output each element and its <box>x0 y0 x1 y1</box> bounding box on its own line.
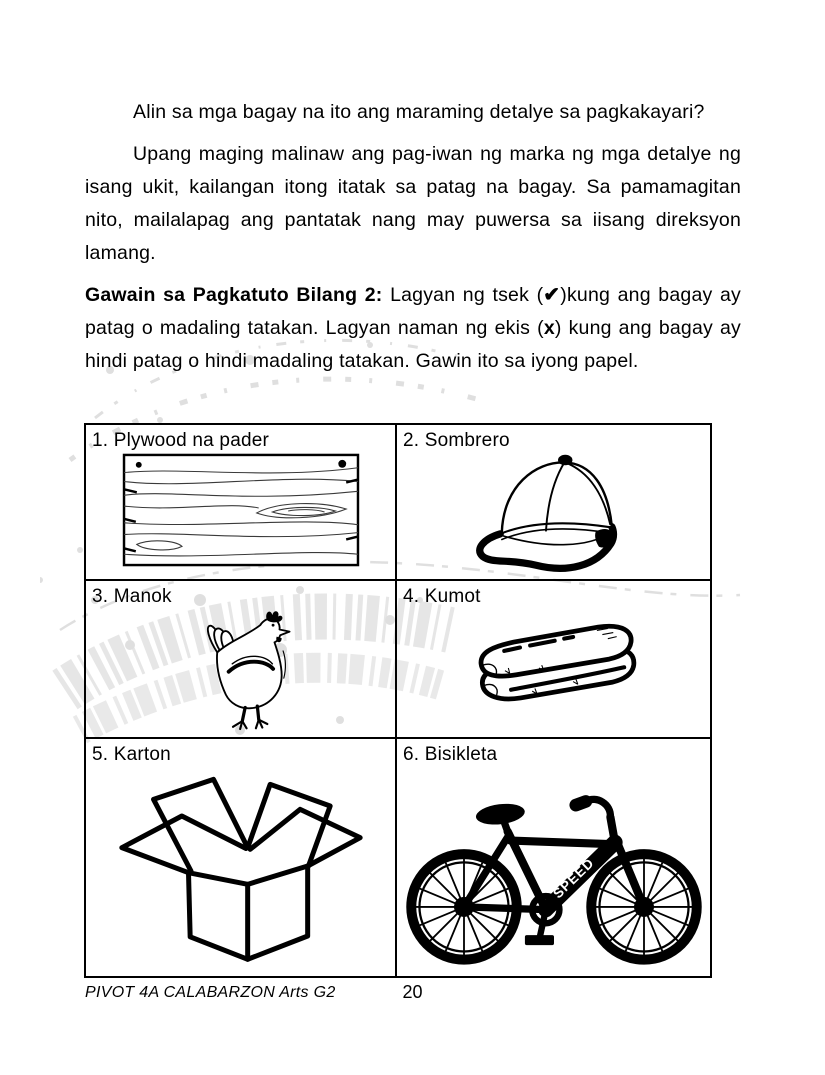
bicycle-illustration <box>403 766 705 966</box>
item-label: 2. Sombrero <box>403 430 510 451</box>
item-label: 3. Manok <box>92 586 172 607</box>
item-label: 5. Karton <box>92 744 171 765</box>
item-label: 6. Bisikleta <box>403 744 498 765</box>
table-row <box>85 580 711 738</box>
item-label: 4. Kumot <box>403 586 481 607</box>
cell-kumot <box>396 580 711 738</box>
activity-text-1: Lagyan ng tsek ( <box>382 284 544 306</box>
cell-karton <box>85 738 396 977</box>
cell-manok <box>85 580 396 738</box>
table-row <box>85 738 711 977</box>
cell-plywood <box>85 424 396 580</box>
text-block <box>85 96 741 378</box>
ekis-symbol: x <box>543 317 555 339</box>
plywood-plank-illustration <box>119 452 363 568</box>
check-mark-symbol: ✔ <box>543 284 561 306</box>
chicken-illustration <box>138 608 343 734</box>
activity-instructions <box>85 279 741 378</box>
activity-text-3: ) kung ang bagay ay hindi patag o hindi madaling tatakan. Gawin ito sa iyong papel. <box>85 317 741 372</box>
cell-sombrero <box>396 424 711 580</box>
worksheet-table <box>84 423 712 978</box>
cell-bisikleta <box>396 738 711 977</box>
activity-text-2: )kung ang bagay ay patag o madaling tatakan. Lagyan naman ng ekis ( <box>85 284 741 339</box>
bike-speed-label: SPEED <box>549 855 597 902</box>
item-label: 1. Plywood na pader <box>92 430 270 451</box>
footer-source: PIVOT 4A CALABARZON Arts G2 <box>85 984 336 1001</box>
intro-paragraph-1: Alin sa mga bagay na ito ang maraming detalye sa pagkakayari? <box>133 101 705 123</box>
page-number: 20 <box>402 982 423 1002</box>
folded-blanket-illustration <box>423 608 685 732</box>
table-row <box>85 424 711 580</box>
activity-heading: Gawain sa Pagkatuto Bilang 2: <box>85 284 383 306</box>
baseball-cap-illustration <box>450 452 658 574</box>
open-cardboard-box-illustration <box>111 766 371 966</box>
intro-paragraph-2: Upang maging malinaw ang pag-iwan ng marka ng mga detalye ng isang ukit, kailangan itong itatak sa patag na bagay. Sa pamamagitan nito, mailalapag ang pantatak nang may puwersa sa iisang direksyon lamang. <box>85 143 741 264</box>
